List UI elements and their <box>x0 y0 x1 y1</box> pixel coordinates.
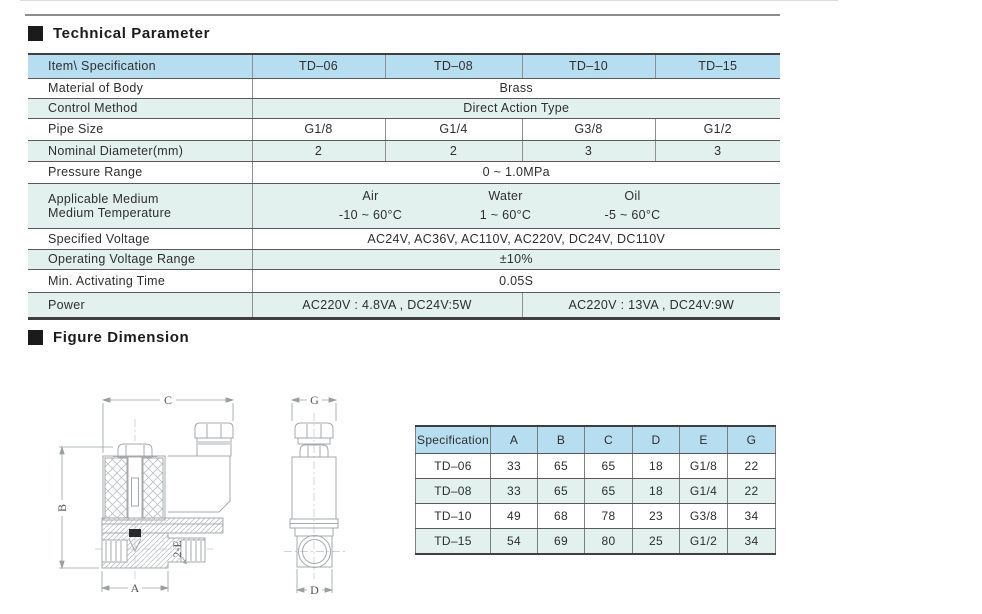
material-value: Brass <box>252 78 780 98</box>
top-divider <box>25 14 780 16</box>
dim-header-c: C <box>585 426 633 453</box>
technical-parameter-table <box>28 53 780 320</box>
pressure-label: Pressure Range <box>28 161 252 183</box>
dim-header-e: E <box>680 426 728 453</box>
dim-header-b: B <box>538 426 585 453</box>
medium-air-temp: -10 ~ 60°C <box>338 208 403 223</box>
dim-value: 54 <box>491 528 538 554</box>
voltage-range-label: Operating Voltage Range <box>28 249 252 269</box>
voltage-value: AC24V, AC36V, AC110V, AC220V, DC24V, DC110V <box>252 228 780 249</box>
tech-header-td15: TD–15 <box>655 54 780 78</box>
dim-value: 65 <box>538 453 585 478</box>
tech-header-item: Item\ Specification <box>28 54 252 78</box>
section-figure-dimension <box>28 329 189 346</box>
dim-label-d: D <box>310 583 319 597</box>
dim-value: G1/4 <box>680 478 728 503</box>
dim-value: 34 <box>728 528 776 554</box>
dim-header-d: D <box>633 426 680 453</box>
tech-row-pipe <box>28 118 780 140</box>
tech-row-nominal <box>28 140 780 161</box>
pipe-td10: G3/8 <box>522 118 655 140</box>
nominal-td08: 2 <box>385 140 522 161</box>
dim-value: 68 <box>538 503 585 528</box>
tech-row-control <box>28 98 780 118</box>
tech-row-medium <box>28 183 780 228</box>
dim-value: 33 <box>491 453 538 478</box>
nominal-td10: 3 <box>522 140 655 161</box>
material-label: Material of Body <box>28 78 252 98</box>
section-bullet-icon <box>28 26 43 41</box>
medium-values <box>252 183 780 228</box>
medium-label <box>28 183 252 228</box>
tech-row-activating <box>28 269 780 292</box>
valve-front-view-drawing <box>262 383 372 598</box>
medium-water-name: Water <box>488 188 523 203</box>
dim-row-td08 <box>416 478 776 503</box>
dim-value: 65 <box>585 478 633 503</box>
dim-spec: TD–06 <box>416 453 491 478</box>
dim-spec: TD–10 <box>416 503 491 528</box>
dim-label-a: A <box>130 581 140 595</box>
dim-row-td15 <box>416 528 776 554</box>
dim-value: 80 <box>585 528 633 554</box>
medium-label-line2: Medium Temperature <box>48 205 172 220</box>
tech-row-voltage-range <box>28 249 780 269</box>
medium-oil-temp: -5 ~ 60°C <box>604 208 661 223</box>
medium-water-temp: 1 ~ 60°C <box>479 208 532 223</box>
control-label: Control Method <box>28 98 252 118</box>
dim-header-spec: Specification <box>416 426 491 453</box>
dim-value: G1/2 <box>680 528 728 554</box>
top-divider-faint <box>20 0 838 1</box>
dim-row-td10 <box>416 503 776 528</box>
dim-label-g: G <box>310 393 319 407</box>
pipe-td08: G1/4 <box>385 118 522 140</box>
dim-value: G1/8 <box>680 453 728 478</box>
power-value-large: AC220V : 13VA , DC24V:9W <box>522 292 780 318</box>
dim-value: 69 <box>538 528 585 554</box>
tech-header-td10: TD–10 <box>522 54 655 78</box>
nominal-label: Nominal Diameter(mm) <box>28 140 252 161</box>
medium-oil-name: Oil <box>624 188 641 203</box>
medium-air <box>296 184 446 228</box>
pipe-label: Pipe Size <box>28 118 252 140</box>
dim-header-g: G <box>728 426 776 453</box>
nominal-td15: 3 <box>655 140 780 161</box>
nominal-td06: 2 <box>252 140 385 161</box>
dim-value: 22 <box>728 478 776 503</box>
dim-value: 34 <box>728 503 776 528</box>
power-label: Power <box>28 292 252 318</box>
tech-row-material <box>28 78 780 98</box>
tech-row-power <box>28 292 780 318</box>
voltage-label: Specified Voltage <box>28 228 252 249</box>
dim-value: 78 <box>585 503 633 528</box>
dim-spec: TD–08 <box>416 478 491 503</box>
dim-row-td06 <box>416 453 776 478</box>
dim-value: 65 <box>538 478 585 503</box>
tech-header-td08: TD–08 <box>385 54 522 78</box>
dim-spec: TD–15 <box>416 528 491 554</box>
pipe-td06: G1/8 <box>252 118 385 140</box>
dim-value: G3/8 <box>680 503 728 528</box>
pressure-value: 0 ~ 1.0MPa <box>252 161 780 183</box>
dim-header-a: A <box>491 426 538 453</box>
medium-air-name: Air <box>362 188 379 203</box>
activating-label: Min. Activating Time <box>28 269 252 292</box>
dim-value: 22 <box>728 453 776 478</box>
dim-label-b: B <box>55 503 69 513</box>
tech-row-pressure <box>28 161 780 183</box>
dim-label-c: C <box>163 393 173 407</box>
valve-side-view-drawing <box>45 383 245 598</box>
activating-value: 0.05S <box>252 269 780 292</box>
section-title: Technical Parameter <box>53 25 211 42</box>
control-value: Direct Action Type <box>252 98 780 118</box>
tech-header-row <box>28 54 780 78</box>
tech-header-td06: TD–06 <box>252 54 385 78</box>
medium-label-line1: Applicable Medium <box>48 191 159 206</box>
dim-label-2e: 2-E <box>170 540 184 558</box>
dim-value: 18 <box>633 453 680 478</box>
medium-oil <box>558 184 708 228</box>
dim-header-row <box>416 426 776 453</box>
voltage-range-value: ±10% <box>252 249 780 269</box>
dim-value: 65 <box>585 453 633 478</box>
dim-value: 25 <box>633 528 680 554</box>
pipe-td15: G1/2 <box>655 118 780 140</box>
section-technical-parameter <box>28 25 210 42</box>
dim-value: 18 <box>633 478 680 503</box>
section-bullet-icon <box>28 330 43 345</box>
figure-dimension-table <box>415 425 776 555</box>
section-title: Figure Dimension <box>53 329 190 346</box>
tech-row-voltage <box>28 228 780 249</box>
power-value-small: AC220V : 4.8VA , DC24V:5W <box>252 292 522 318</box>
dim-value: 33 <box>491 478 538 503</box>
dim-value: 49 <box>491 503 538 528</box>
dim-value: 23 <box>633 503 680 528</box>
